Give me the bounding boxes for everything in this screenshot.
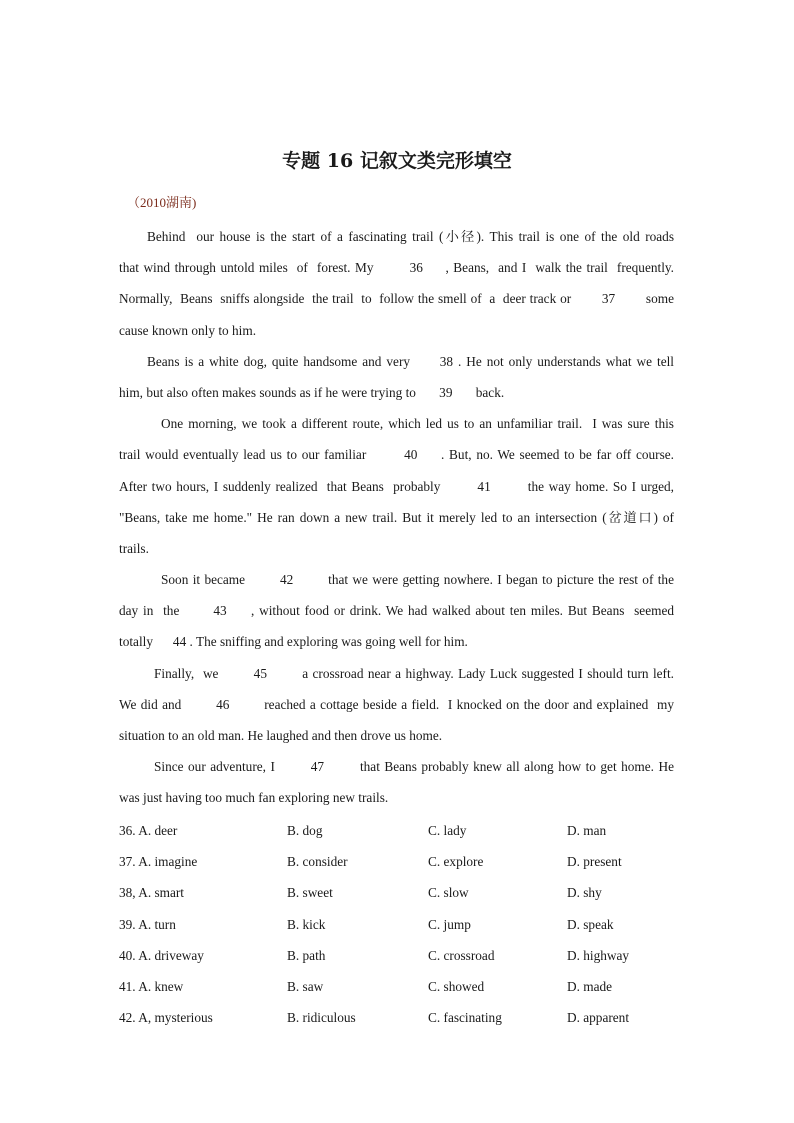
option-c: C. explore [428,854,484,870]
option-a: 38, A. smart [119,885,185,901]
passage-line: One morning, we took a different route, which led us to an unfamiliar trail. I was sure this [161,416,674,432]
option-d: D. made [567,978,613,994]
option-b: B. saw [287,978,324,994]
passage-line: After two hours, I suddenly realized that Beans probably 41 the way home. So I urged, [119,478,674,494]
option-d: D. present [567,854,622,870]
option-b: B. dog [287,823,323,838]
option-c: C. crossroad [428,947,495,963]
passage-line: We did and 46 reached a cottage beside a field. I knocked on the door and explained my [119,696,674,712]
option-row [119,877,679,908]
passage-line: Behind our house is the start of a fascinating trail (小径). This trail is one of the old roads [147,229,674,244]
passage-line: Soon it became 42 that we were getting nowhere. I began to picture the rest of the [161,572,674,588]
page-title: 专题 16 记叙文类完形填空 [282,150,512,172]
option-b: B. sweet [287,885,333,901]
option-c: C. showed [428,978,485,994]
option-d: D. man [567,823,607,838]
option-a: 39. A. turn [119,916,176,932]
passage-line: situation to an old man. He laughed and then drove us home. [119,728,443,743]
passage-line: trail would eventually lead us to our familiar 40 . But, no. We seemed to be far off course. [119,447,674,463]
option-c: C. lady [428,823,467,838]
passage-line: was just having too much fan exploring new trails. [119,790,389,806]
option-c: C. slow [428,885,469,901]
passage-line: totally 44 . The sniffing and exploring was going well for him. [119,634,468,650]
source-label: （2010湖南) [127,195,197,210]
option-b: B. consider [287,854,348,870]
passage-line: trails. [119,540,149,556]
passage-line: that wind through untold miles of forest. My 36 , Beans, and I walk the trail frequently. [119,260,674,276]
option-row [119,971,679,1002]
option-d: D. highway [567,947,630,963]
option-b: B. kick [287,916,326,932]
passage-line: "Beans, take me home." He ran down a new trail. But it merely led to an intersection (岔道口) of [119,509,674,525]
option-d: D. apparent [567,1010,630,1026]
option-row [119,815,679,846]
option-row [119,1002,679,1033]
option-row [119,909,679,940]
passage-line: him, but also often makes sounds as if he were trying to 39 back. [119,384,505,400]
passage-line: Beans is a white dog, quite handsome and very 38 . He not only understands what we tell [147,353,674,369]
option-d: D. speak [567,916,614,932]
passage-line: Normally, Beans sniffs alongside the trail to follow the smell of a deer track or 37 some [119,291,674,307]
option-d: D. shy [567,885,602,901]
passage-line: Since our adventure, I 47 that Beans probably knew all along how to get home. He [154,759,674,775]
passage [119,221,674,814]
option-b: B. path [287,947,326,963]
passage-line: Finally, we 45 a crossroad near a highway. Lady Luck suggested I should turn left. [154,665,674,681]
option-row [119,846,679,877]
option-row [119,940,679,971]
option-a: 41. A. knew [119,978,184,994]
option-c: C. fascinating [428,1010,502,1026]
passage-line: cause known only to him. [119,322,257,338]
option-a: 36. A. deer [119,823,178,838]
passage-line: day in the 43 , without food or drink. We had walked about ten miles. But Beans seemed [119,603,674,619]
option-b: B. ridiculous [287,1010,356,1026]
option-a: 42. A, mysterious [119,1010,213,1026]
option-a: 37. A. imagine [119,854,198,870]
option-a: 40. A. driveway [119,947,204,963]
options-list [119,815,679,1033]
option-c: C. jump [428,916,471,932]
